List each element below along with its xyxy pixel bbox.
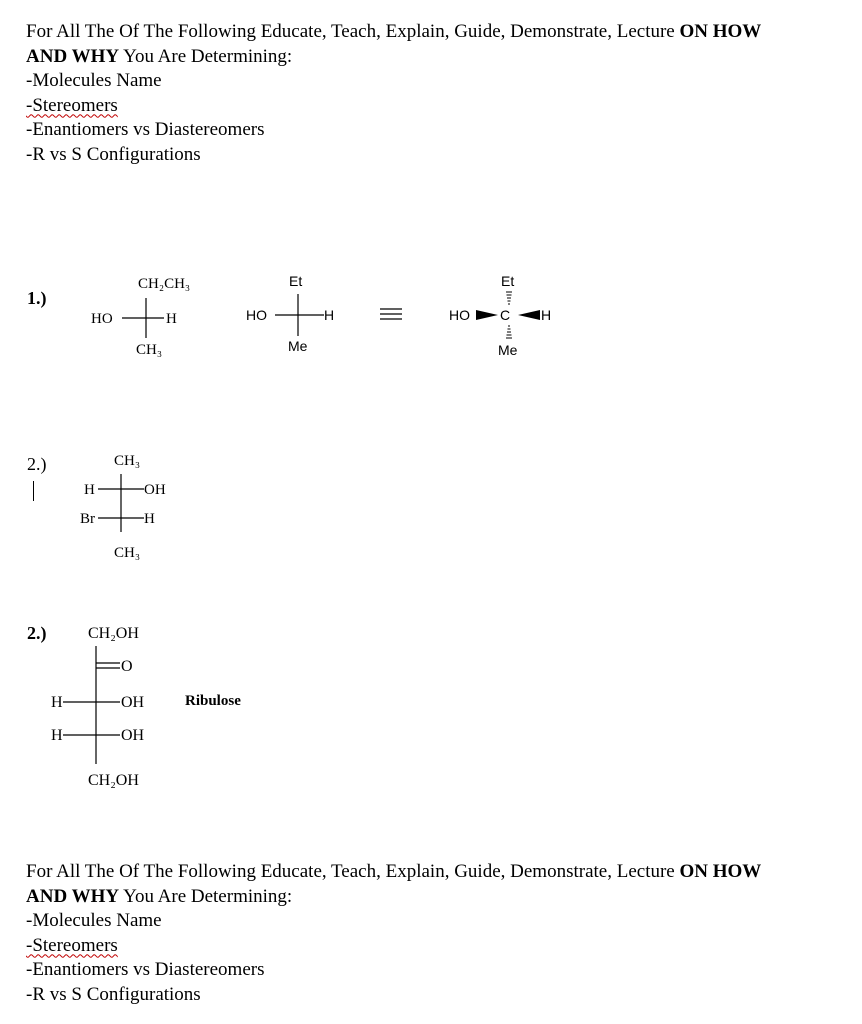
problem-3-fischer-ribulose [48,618,188,798]
p2-r2-right: H [144,511,155,527]
p1a-left: HO [91,311,113,327]
intro-line-2: AND WHY You Are Determining: [26,45,293,67]
p1a-right: H [166,311,177,327]
p3-r1-left: H [51,694,63,711]
intro-item-stereomers: -Stereomers [26,94,118,116]
p3-r1-right: OH [121,694,145,711]
p3-keto-oxygen: O [121,658,133,675]
p2-r1-left: H [84,482,95,498]
p3-top: CH₂OH [88,625,139,642]
p3-bottom: CH₂OH [88,772,139,789]
p1b-left: HO [246,307,267,323]
intro-item-stereomers-repeat: -Stereomers [26,934,118,956]
problem-2-number: 2.) [27,454,47,474]
p1a-top: CH₂CH₃ [138,276,191,292]
problem-3-name: Ribulose [185,693,241,709]
p3-r2-left: H [51,727,63,744]
p1c-bottom: Me [498,342,518,358]
p1c-center: C [500,307,511,323]
p1c-right: H [541,307,552,323]
intro-item-enantiomers-repeat: -Enantiomers vs Diastereomers [26,959,265,980]
intro-item-name-repeat: -Molecules Name [26,910,162,931]
problem-3-number: 2.) [27,623,47,643]
intro-bottom [26,860,761,1007]
intro-line-1-repeat: For All The Of The Following Educate, Teach, Explain, Guide, Demonstrate, Lecture ON HOW [26,861,762,882]
problem-2-fischer [76,446,186,566]
problem-1-wedge-dash [446,272,556,364]
problem-1-fischer-a [80,268,220,368]
p2-top: CH₃ [114,453,141,469]
intro-top [26,20,761,167]
intro-item-enantiomers: -Enantiomers vs Diastereomers [26,119,265,140]
p2-bottom: CH₃ [114,545,141,561]
p1b-top: Et [289,273,303,289]
intro-item-rs-repeat: -R vs S Configurations [26,983,201,1005]
p1a-bottom: CH₃ [136,342,163,358]
problem-1-number: 1.) [27,288,47,308]
p1c-left: HO [449,307,470,323]
p1b-bottom: Me [288,338,308,354]
p1b-right: H [324,307,335,323]
intro-line-2-repeat: AND WHY You Are Determining: [26,885,293,907]
p2-r1-right: OH [144,482,166,498]
p2-r2-left: Br [80,511,95,527]
p1c-top: Et [501,273,515,289]
intro-item-name: -Molecules Name [26,70,162,91]
problem-1-fischer-b [244,272,354,362]
problem-1-equivalence [378,303,406,325]
p3-r2-right: OH [121,727,145,744]
intro-line-1: For All The Of The Following Educate, Teach, Explain, Guide, Demonstrate, Lecture ON HOW [26,21,762,42]
text-cursor [33,481,34,501]
intro-item-rs: -R vs S Configurations [26,143,201,165]
